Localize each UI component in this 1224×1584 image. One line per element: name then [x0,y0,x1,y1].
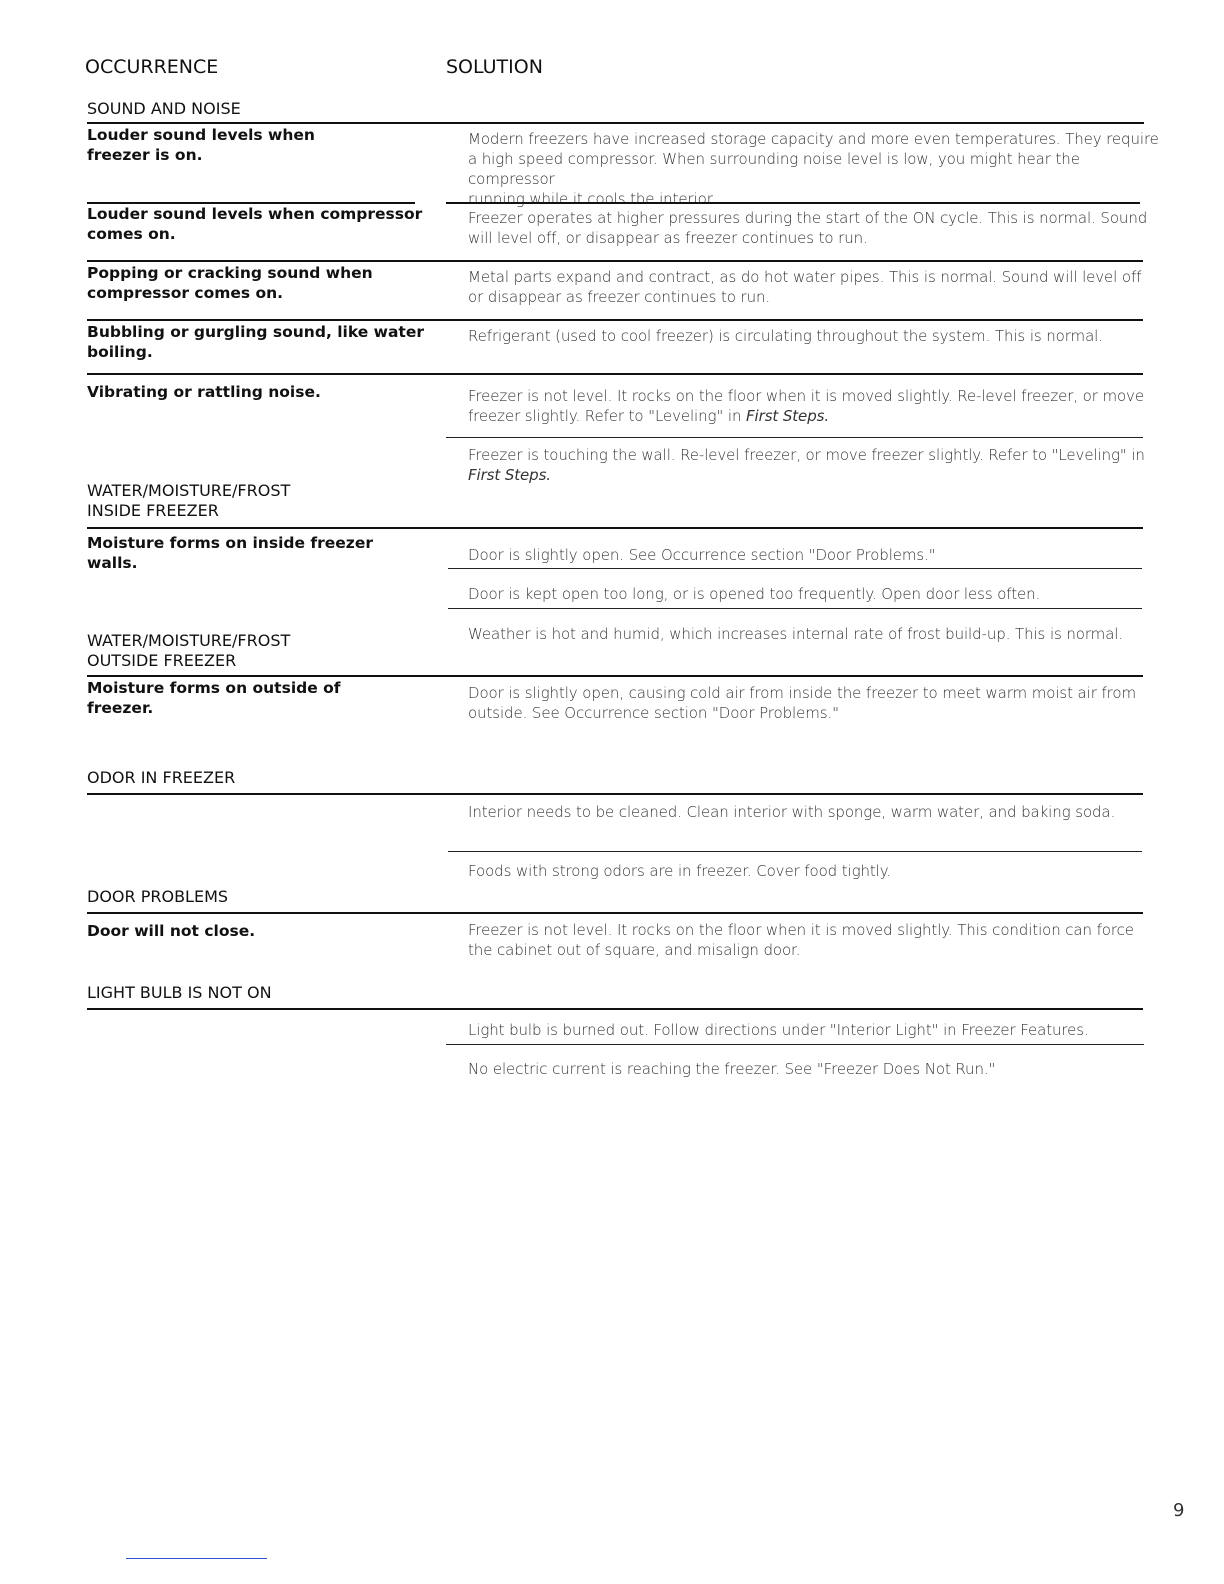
section-odor-in-freezer: ODOR IN FREEZER [87,768,236,787]
occurrence-louder-compressor-on: Louder sound levels when compressor comes on. [87,205,423,243]
divider [448,851,1142,852]
page-number: 9 [1173,1500,1185,1521]
divider [448,568,1142,569]
divider [87,260,1143,262]
occurrence-vibrating-rattling: Vibrating or rattling noise. [87,383,321,401]
solution-not-level: Freezer is not level. It rocks on the floor when it is moved slightly. Re-level freezer, or move freezer slightly. Refer to "Leveling" in First Steps. [468,387,1144,425]
divider [87,793,1143,795]
section-water-outside-freezer: WATER/MOISTURE/FROST OUTSIDE FREEZER [87,631,291,670]
solution-cold-air-meets-warm: Door is slightly open, causing cold air from inside the freezer to meet warm moist air from outside. See Occurrence section "Door Problems." [468,684,1136,722]
solution-touching-wall: Freezer is touching the wall. Re-level freezer, or move freezer slightly. Refer to "Leveling" in First Steps. [468,446,1145,484]
occurrence-door-will-not-close: Door will not close. [87,922,256,940]
divider [87,373,1143,375]
divider [446,202,1140,204]
section-sound-and-noise: SOUND AND NOISE [87,99,241,118]
divider [87,527,1143,529]
solution-metal-parts: Metal parts expand and contract, as do hot water pipes. This is normal. Sound will level off or disappear as freezer continues to run. [468,268,1142,306]
divider [446,437,1143,438]
occurrence-moisture-inside: Moisture forms on inside freezer walls. [87,534,373,572]
solution-interior-clean: Interior needs to be cleaned. Clean interior with sponge, warm water, and baking soda. [468,803,1116,821]
occurrence-bubbling-gurgling: Bubbling or gurgling sound, like water boiling. [87,323,424,361]
occurrence-moisture-outside: Moisture forms on outside of freezer. [87,679,341,717]
section-water-inside-freezer: WATER/MOISTURE/FROST INSIDE FREEZER [87,481,291,520]
solution-door-kept-open: Door is kept open too long, or is opened too frequently. Open door less often. [468,585,1041,603]
solution-heading: SOLUTION [446,56,543,78]
divider [87,912,1143,914]
divider [87,675,1143,677]
solution-bulb-burned-out: Light bulb is burned out. Follow directions under "Interior Light" in Freezer Features. [468,1021,1089,1039]
solution-no-electric-current: No electric current is reaching the freezer. See "Freezer Does Not Run." [468,1060,996,1078]
solution-modern-freezers: Modern freezers have increased storage capacity and more even temperatures. They require a high speed compressor. When surrounding noise level is low, you might hear the compressor running while it cools the interior. [468,130,1159,208]
solution-higher-pressures: Freezer operates at higher pressures during the start of the ON cycle. This is normal. Sound will level off, or disappear as freezer continues to run. [468,209,1148,247]
divider [87,1008,1143,1010]
section-door-problems: DOOR PROBLEMS [87,887,229,906]
divider [448,608,1142,609]
occurrence-popping-cracking: Popping or cracking sound when compressor comes on. [87,264,373,302]
solution-refrigerant: Refrigerant (used to cool freezer) is circulating throughout the system. This is normal. [468,327,1103,345]
footer-line [126,1558,267,1559]
divider [446,1044,1144,1045]
section-light-bulb: LIGHT BULB IS NOT ON [87,983,272,1002]
occurrence-louder-freezer-on: Louder sound levels when freezer is on. [87,126,315,164]
divider [87,319,1143,321]
solution-door-slightly-open: Door is slightly open. See Occurrence section "Door Problems." [468,546,936,564]
occurrence-heading: OCCURRENCE [85,56,219,78]
solution-strong-odors: Foods with strong odors are in freezer. Cover food tightly. [468,862,892,880]
divider [87,122,1144,124]
solution-cabinet-out-of-square: Freezer is not level. It rocks on the floor when it is moved slightly. This condition can force the cabinet out of square, and misalign door. [468,921,1134,959]
solution-hot-humid: Weather is hot and humid, which increases internal rate of frost build-up. This is normal. [468,625,1124,643]
